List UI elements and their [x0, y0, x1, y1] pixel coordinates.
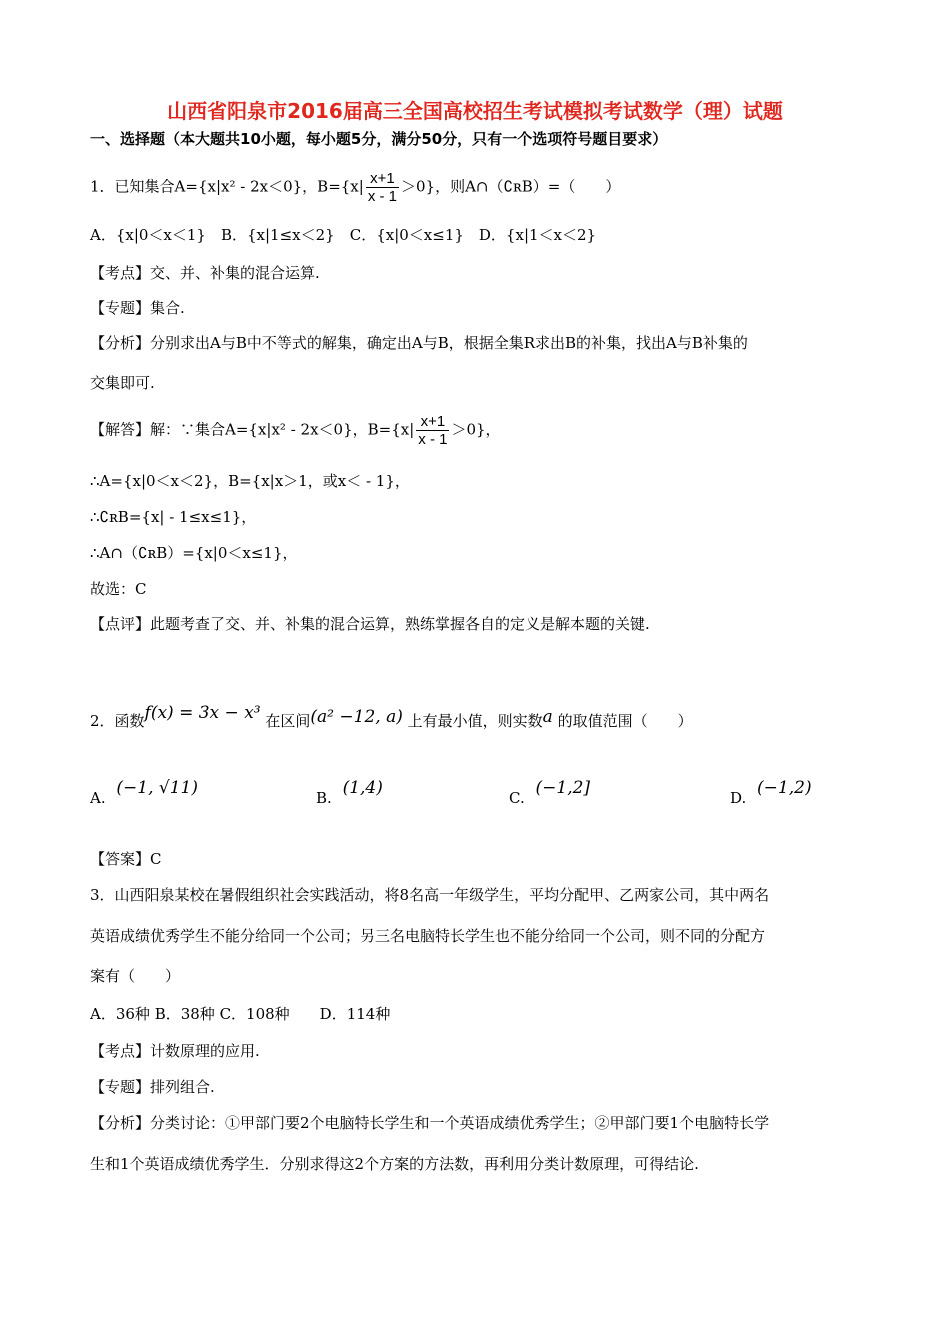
q1-fenxi-line1: 【分析】分别求出A与B中不等式的解集，确定出A与B，根据全集R求出B的补集，找出A与B补集的	[90, 334, 748, 352]
q3-fenxi-line1: 【分析】分类讨论：①甲部门要2个电脑特长学生和一个英语成绩优秀学生；②甲部门要1个电脑特长学	[90, 1114, 770, 1132]
q2-answer: 【答案】C	[90, 850, 162, 868]
option-value: (−1,2)	[757, 778, 812, 798]
q2-stem	[90, 703, 693, 731]
q1-fenxi-line2: 交集即可.	[90, 374, 155, 392]
option-label: A.	[90, 789, 106, 807]
option-value: (−1,2]	[535, 778, 591, 798]
q3-line3: 案有（ ）	[90, 967, 181, 985]
q3-options: A．36种 B．38种 C．108种 D．114种	[90, 1005, 391, 1023]
q2-option-d	[730, 778, 812, 808]
q1-fraction	[366, 170, 399, 205]
q2-post-text: 上有最小值，则实数	[407, 712, 543, 730]
q2-pre-text: 2．函数	[90, 712, 145, 730]
q1-dianping: 【点评】此题考查了交、并、补集的混合运算，熟练掌握各自的定义是解本题的关键.	[90, 615, 650, 633]
q3-zhuanti: 【专题】排列组合.	[90, 1078, 215, 1096]
q1-step1: ∴A={x|0＜x＜2}，B={x|x＞1，或x＜ - 1}，	[90, 472, 410, 490]
q1-zhuanti: 【专题】集合.	[90, 299, 185, 317]
q2-end-text: 的取值范围（ ）	[557, 712, 693, 730]
section-heading: 一、选择题（本大题共10小题，每小题5分，满分50分，只有一个选项符号题目要求）	[90, 130, 668, 148]
q1-jieda-text: 【解答】解：∵集合A={x|x² - 2x＜0}，B={x|	[90, 420, 415, 439]
q2-variable: a	[542, 707, 553, 727]
fraction-denominator: x - 1	[367, 188, 398, 205]
option-value: (−1, √11)	[116, 778, 198, 798]
q1-answer: 故选：C	[90, 580, 147, 598]
page-title: 山西省阳泉市2016届高三全国高校招生考试模拟考试数学（理）试题	[167, 99, 783, 123]
q1-jieda	[90, 413, 501, 448]
option-label: C.	[509, 789, 525, 807]
q3-line1: 3．山西阳泉某校在暑假组织社会实践活动，将8名高一年级学生，平均分配甲、乙两家公司，其中两名	[90, 886, 770, 904]
q1-jieda-fraction	[416, 413, 449, 448]
option-label: D.	[730, 789, 747, 807]
q2-option-b	[316, 778, 383, 808]
q1-options: A．{x|0＜x＜1} B．{x|1≤x＜2} C．{x|0＜x≤1} D．{x|1＜x＜2}	[90, 226, 597, 244]
q3-line2: 英语成绩优秀学生不能分给同一个公司；另三名电脑特长学生也不能分给同一个公司，则不同的分配方	[90, 927, 766, 945]
option-value: (1,4)	[342, 778, 383, 798]
fraction-numerator: x+1	[366, 170, 399, 188]
q1-jieda-text-end: ＞0}，	[451, 420, 501, 439]
q1-stem-text-end: ＞0}，则A∩（∁ʀB）=（ ）	[401, 177, 621, 196]
q2-mid-text: 在区间	[265, 712, 311, 730]
q2-option-a	[90, 778, 198, 808]
q3-kaodian: 【考点】计数原理的应用.	[90, 1042, 260, 1060]
fraction-numerator: x+1	[416, 413, 449, 431]
q2-option-c	[509, 778, 591, 808]
q1-stem-text: 1．已知集合A={x|x² - 2x＜0}，B={x|	[90, 177, 364, 196]
q2-interval-formula: (a² −12, a)	[310, 707, 403, 727]
q1-step2: ∴∁ʀB={x| - 1≤x≤1}，	[90, 508, 257, 526]
q2-function-formula: f(x) = 3x − x³	[144, 703, 261, 723]
option-label: B.	[316, 789, 332, 807]
fraction-denominator: x - 1	[418, 431, 448, 448]
q1-stem	[90, 170, 620, 205]
q3-fenxi-line2: 生和1个英语成绩优秀学生．分别求得这2个方案的方法数，再利用分类计数原理，可得结论.	[90, 1155, 699, 1173]
q1-step3: ∴A∩（∁ʀB）={x|0＜x≤1}，	[90, 544, 298, 562]
q1-kaodian: 【考点】交、并、补集的混合运算.	[90, 264, 320, 282]
